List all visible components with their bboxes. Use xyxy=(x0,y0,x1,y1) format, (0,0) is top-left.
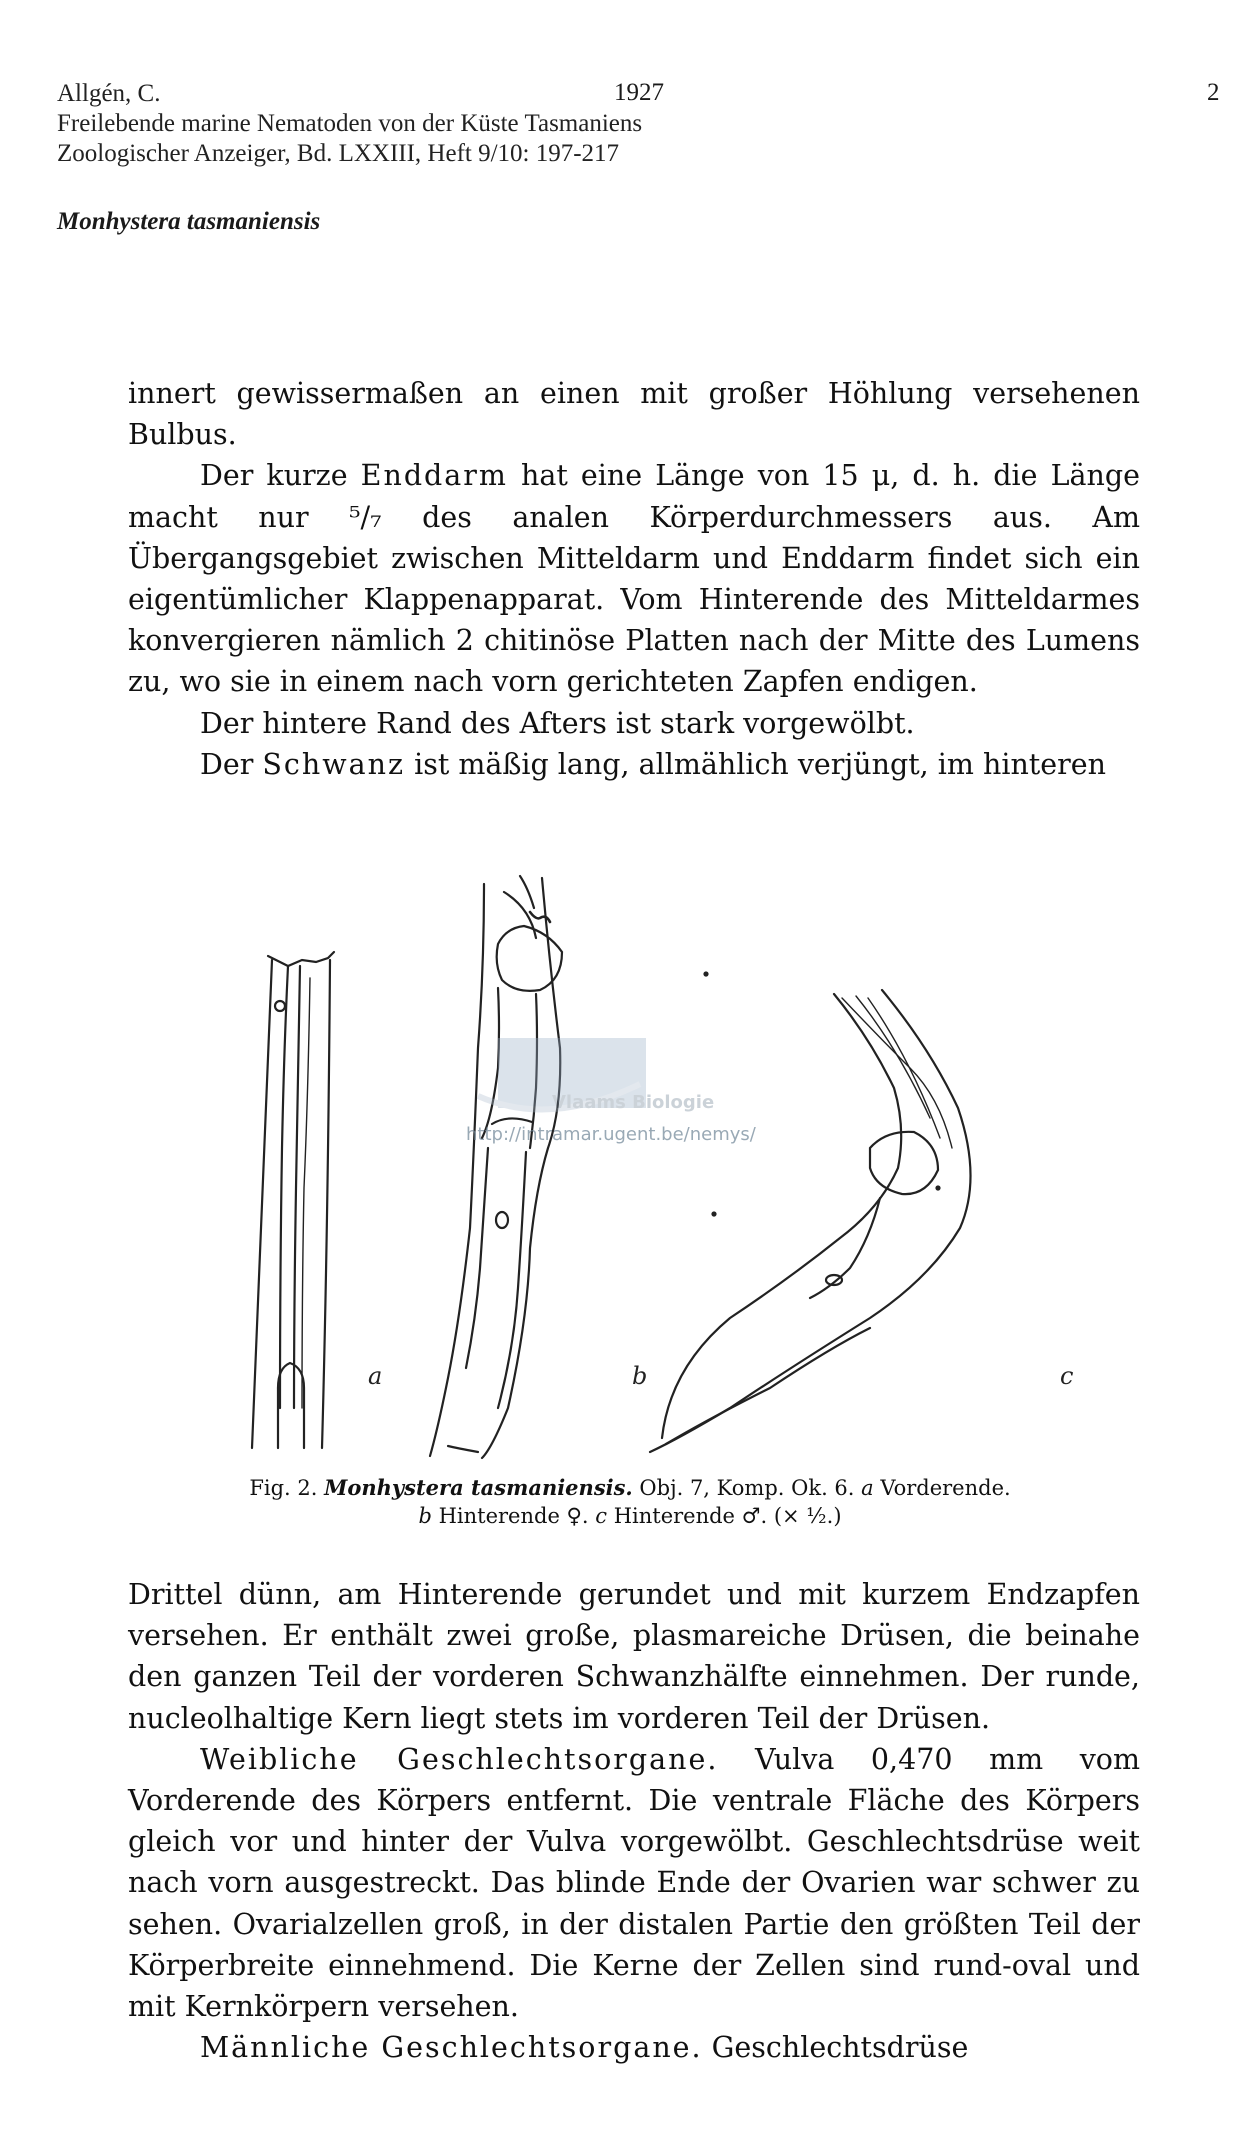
text-span: Der kurze xyxy=(200,459,361,493)
drawing-b-female-posterior xyxy=(430,876,562,1458)
drawing-a-anterior-end xyxy=(252,952,334,1448)
citation-title: Freilebende marine Nematoden von der Küste Tasmaniens xyxy=(57,110,643,137)
spaced-term: Schwanz xyxy=(262,747,406,781)
caption-label-b: b xyxy=(418,1504,432,1528)
figure-caption xyxy=(190,1474,1070,1530)
watermark-url: http://intramar.ugent.be/nemys/ xyxy=(466,1124,756,1145)
text-span: hat eine Länge von 15 μ, d. h. die Länge macht nur ⁵/₇ des analen Körperdurchmessers aus. Am Übergangsgebiet zwischen Mitteldarm und Enddarm findet sich ein eigentümlicher Klappenapparat. Vom Hinterende des Mitteldarmes konvergieren nämlich 2 chitinöse Platten nach der Mitte des Lumens zu, wo sie in einem nach vorn gerichteten Zapfen endigen. xyxy=(128,459,1141,699)
svg-text:Vlaams Biologie: Vlaams Biologie xyxy=(552,1092,715,1113)
figure-label-b: b xyxy=(632,1362,648,1390)
page-number: 2 xyxy=(1207,79,1220,106)
citation-header xyxy=(57,79,642,169)
nematode-illustration xyxy=(230,848,1150,1460)
paragraph xyxy=(128,455,1140,702)
species-name: Monhystera tasmaniensis xyxy=(57,208,321,235)
caption-fig-number: Fig. 2. xyxy=(249,1476,318,1500)
drawing-c-male-posterior xyxy=(650,990,971,1452)
text-span: Vulva 0,470 mm vom Vorderende des Körpers entfernt. Die ventrale Fläche des Körpers gleich vor und hinter der Vulva vorgewölbt. Geschlechtsdrüse weit nach vorn ausgestreckt. Das blinde Ende der Ovarien war schwer zu sehen. Ovarialzellen groß, in der distalen Partie den größten Teil der Körperbreite einnehmend. Die Kerne der Zellen sind rund-oval und mit Kernkörpern versehen. xyxy=(128,1742,1140,2024)
paragraph: innert gewissermaßen an einen mit großer Höhlung versehenen Bulbus. xyxy=(128,377,1140,452)
spaced-term: Enddarm xyxy=(360,459,508,493)
paragraph xyxy=(128,2027,1140,2068)
caption-text: Vorderende. xyxy=(873,1476,1011,1500)
body-text-bottom xyxy=(128,1574,1140,2068)
paragraph: Der hintere Rand des Afters ist stark vorgewölbt. xyxy=(200,706,915,740)
citation-journal: Zoologischer Anzeiger, Bd. LXXIII, Heft 9/10: 197-217 xyxy=(57,140,620,167)
caption-text: Hinterende ♀. xyxy=(431,1504,596,1528)
caption-species: Monhystera tasmaniensis. xyxy=(324,1475,633,1500)
caption-label-c: c xyxy=(595,1504,608,1528)
text-span: Der xyxy=(200,747,263,781)
body-text-top xyxy=(128,373,1140,785)
text-span: ist mäßig lang, allmählich verjüngt, im hinteren xyxy=(405,747,1106,781)
caption-label-a: a xyxy=(861,1476,874,1500)
figure-label-a: a xyxy=(368,1362,383,1390)
caption-text: Obj. 7, Komp. Ok. 6. xyxy=(632,1476,862,1500)
figure-drawings xyxy=(230,848,1150,1460)
watermark-logo xyxy=(478,1038,714,1113)
citation-author: Allgén, C. xyxy=(57,80,161,107)
paragraph xyxy=(128,1739,1140,2027)
figure-label-c: c xyxy=(1060,1362,1074,1390)
citation-year: 1927 xyxy=(614,79,664,106)
spaced-term: Weibliche Geschlechtsorgane. xyxy=(200,1742,719,1776)
paragraph xyxy=(128,744,1140,785)
caption-text: Hinterende ♂. (× ½.) xyxy=(607,1504,842,1528)
spaced-term: Männliche Geschlechtsorgane. xyxy=(200,2031,703,2065)
paragraph: Drittel dünn, am Hinterende gerundet und mit kurzem Endzapfen versehen. Er enthält zwei große, plasmareiche Drüsen, die beinahe den ganzen Teil der vorderen Schwanzhälfte einnehmen. Der runde, nucleolhaltige Kern liegt stets im vorderen Teil der Drüsen. xyxy=(128,1578,1140,1735)
text-span: Geschlechtsdrüse xyxy=(702,2031,969,2065)
